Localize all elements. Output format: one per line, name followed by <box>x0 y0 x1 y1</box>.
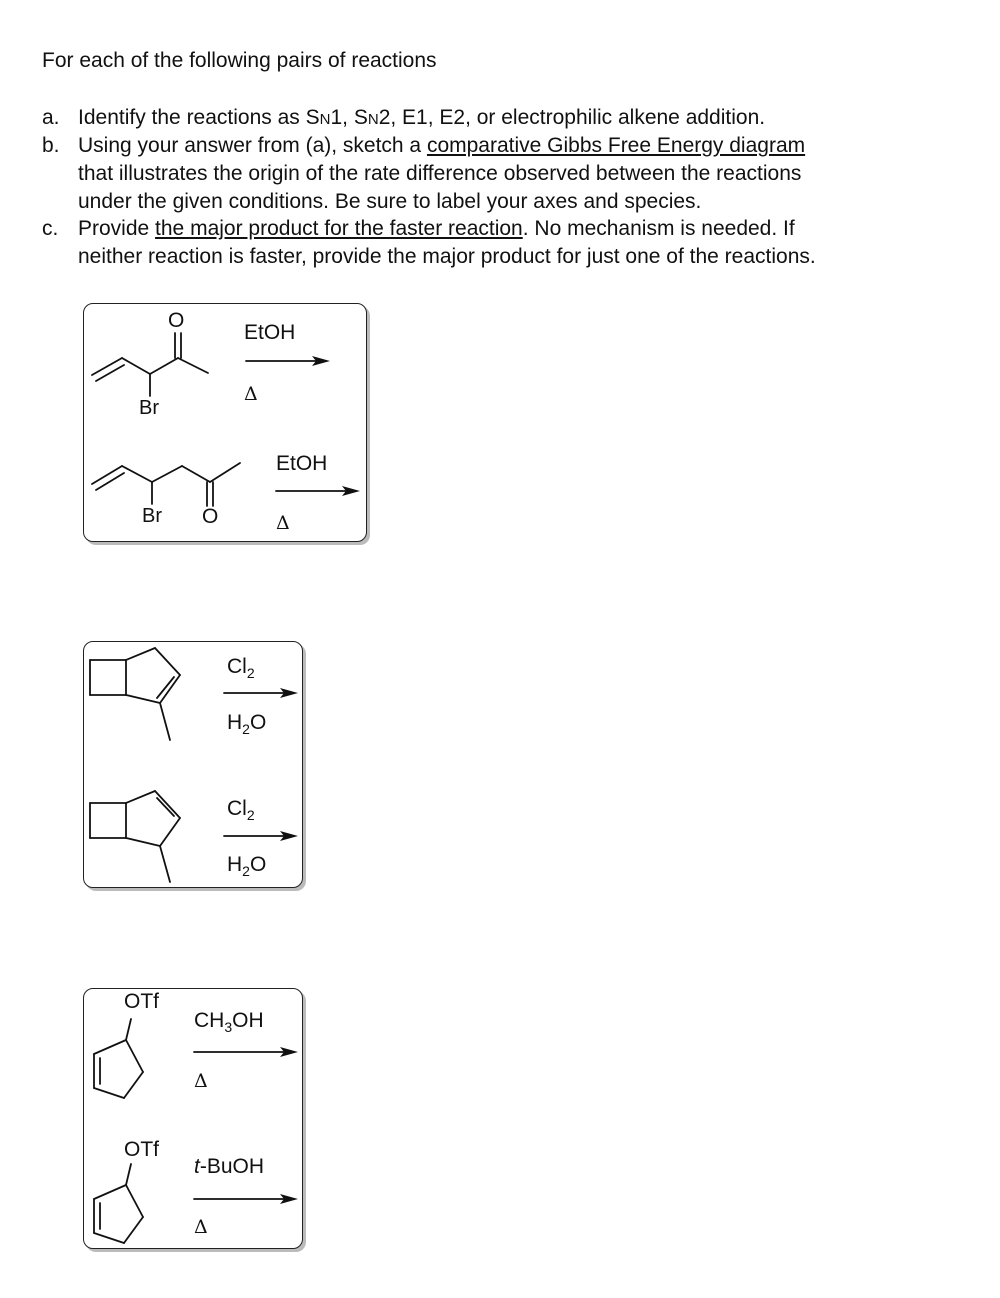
atom-o-1a: O <box>168 309 185 332</box>
reagent-1a: EtOH <box>244 321 296 344</box>
question-b-label: b. <box>42 134 60 157</box>
atom-br-1b: Br <box>142 505 162 527</box>
question-c-line1: Provide the major product for the faster reaction. No mechanism is needed. If <box>78 217 795 240</box>
question-a-text: Identify the reactions as SN1, SN2, E1, E2, or electrophilic alkene addition. <box>78 106 766 129</box>
reagent-3a-methanol: $CH_3OH$ <box>194 1009 264 1036</box>
condition-3a-heat: Δ <box>194 1070 208 1092</box>
condition-3b-heat: Δ <box>194 1216 208 1238</box>
question-c-label: c. <box>42 217 59 240</box>
question-b-line3: under the given conditions. Be sure to label your axes and species. <box>78 190 702 213</box>
condition-2b-water: $H_2O$ <box>227 853 267 880</box>
intro-text: For each of the following pairs of reactions <box>42 49 437 72</box>
question-c-line2: neither reaction is faster, provide the major product for just one of the reactions. <box>78 245 816 268</box>
condition-2a-water: $H_2O$ <box>227 711 267 738</box>
condition-1b-heat: Δ <box>276 512 290 534</box>
reagent-2b-chlorine: $Cl_2$ <box>227 797 255 824</box>
condition-1a-heat: Δ <box>244 383 258 405</box>
question-a-label: a. <box>42 106 60 129</box>
gibbs-diagram-emphasis: comparative Gibbs Free Energy diagram <box>426 134 806 157</box>
leaving-group-otf-3a: OTf <box>124 990 159 1013</box>
leaving-group-otf-3b: OTf <box>124 1138 159 1161</box>
reagent-2a-chlorine: $Cl_2$ <box>227 655 255 682</box>
atom-o-1b: O <box>202 505 219 528</box>
question-b-line2: that illustrates the origin of the rate difference observed between the reactions <box>78 162 802 185</box>
reagent-1b: EtOH <box>276 452 328 475</box>
atom-br-1a: Br <box>139 397 159 419</box>
reagent-3b-tert-butanol: t-BuOH <box>194 1155 265 1178</box>
question-b-line1: Using your answer from (a), sketch a comparative Gibbs Free Energy diagram <box>78 134 806 157</box>
major-product-emphasis: the major product for the faster reaction <box>155 217 523 240</box>
